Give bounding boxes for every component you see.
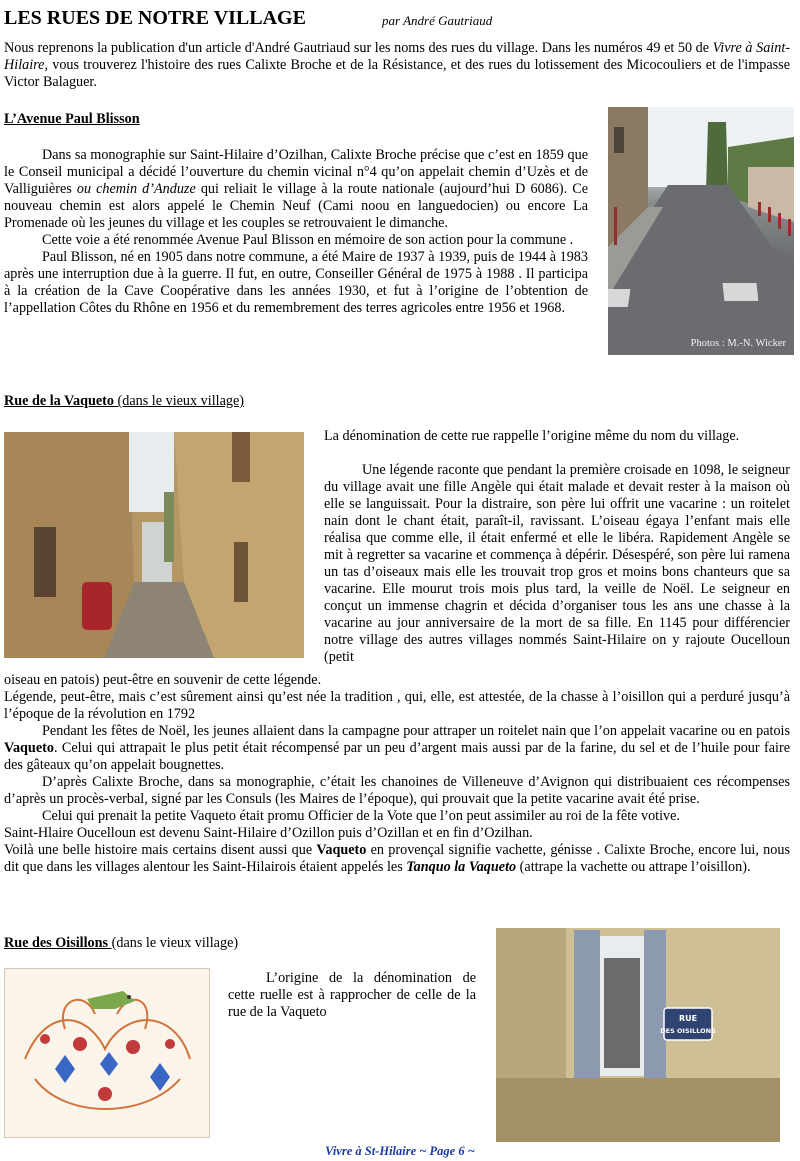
floral-bird-ornament — [4, 968, 210, 1138]
street-illustration — [608, 107, 794, 355]
photo-rue-oisillons — [496, 928, 780, 1142]
intro-text-2: vous trouverez l'histoire des rues Calixte Broche et de la Résistance, et des rues du lotissement des Micocouliers et de l'impasse Victor Balaguer. — [4, 57, 790, 90]
paragraph: Saint-Hlaire Oucelloun est devenu Saint-Hilaire d’Ozillon puis d’Ozillan et en fin d’Ozilhan. — [4, 825, 533, 841]
photo-rue-vaqueto — [4, 432, 304, 658]
street-sign-line2: DES OISILLONS — [660, 1027, 716, 1035]
bold-italic-text: Tanquo la Vaqueto — [406, 859, 517, 875]
paragraph: Cette voie a été renommée Avenue Paul Blisson en mémoire de son action pour la commune . — [42, 232, 574, 248]
text: en provençal signifie vachette, génisse . Calixte Broche, encore lui, nous dit que dans les villages alentour les Saint-Hilairois étaient appelés les — [4, 842, 790, 875]
paragraph: L’origine de la dénomination de cette ruelle est à rapprocher de celle de la rue de la Vaqueto — [228, 970, 476, 1020]
alley-illustration — [4, 432, 304, 658]
section-heading-oisillons — [4, 935, 238, 952]
paragraph: La dénomination de cette rue rappelle l’origine même du nom du village. — [324, 428, 740, 444]
author-byline: par André Gautriaud — [382, 13, 493, 28]
bold-text: Vaqueto — [316, 842, 367, 858]
page-footer: Vivre à St-Hilaire ~ Page 6 ~ — [325, 1144, 475, 1158]
section-body-vaqueto-full — [4, 672, 790, 876]
text: Pendant les fêtes de Noël, les jeunes allaient dans la campagne pour attraper un roitelet nain que l’on appelait vacarine ou en patois — [42, 723, 790, 739]
section-body-vaqueto-right — [324, 428, 790, 666]
text: . Celui qui attrapait le plus petit était récompensé par un peu d’argent mais aussi par de la farine, du sel et de l’huile pour faire des gâteaux qu’on appelait bougnettes. — [4, 740, 790, 773]
paragraph: Une légende raconte que pendant la première croisade en 1098, le seigneur du village avait une fille Angèle qui était malade et devait rester à la maison où elle se languissait. Pour la distraire, son père lui offrit une vacarine : un roitelet nain dont le chant était, paraît-il, ravissant. L’oiseau égaya l’enfant mais elle réalisa que comme elle, il était enfermé et elle le libéra. Rapidement Angèle se mit à regretter sa vacarine et commença à dépérir. Désespéré, son père lui ramena un tas d’oiseaux mais elle les trouvait trop gros et moins bons chanteurs que sa vacarine. Elle mourut trois mois plus tard, la veille de Noël. Le seigneur en conçut un immense chagrin et décida d’organiser tous les ans une chasse à la vacarine au jour anniversaire de la mort de sa fille. En 1145 pour différencier notre village des autres villages nommés Saint-Hilaire on y rajoute Oucelloun (petit — [324, 462, 790, 665]
paragraph: Légende, peut-être, mais c’est sûrement ainsi qu’est née la tradition , qui, elle, est attestée, de la chasse à l’oisillon qui a perduré jusqu’à l’époque de la révolution en 1792 — [4, 689, 790, 722]
heading-label: Rue des Oisillons — [4, 935, 112, 951]
heading-label: Rue de la Vaqueto — [4, 393, 114, 409]
photo-credit: Photos : M.-N. Wicker — [690, 338, 786, 349]
paragraph: oiseau en patois) peut-être en souvenir de cette légende. — [4, 672, 322, 688]
bold-text: Vaqueto — [4, 740, 54, 756]
section-heading-vaqueto — [4, 393, 244, 410]
paragraph — [4, 842, 790, 876]
street-sign-line1: RUE — [678, 1014, 698, 1023]
paragraph — [4, 723, 790, 774]
heading-suffix: (dans le vieux village) — [111, 935, 239, 951]
paragraph: Paul Blisson, né en 1905 dans notre commune, a été Maire de 1937 à 1939, puis de 1944 à 1983 après une interruption due à la guerre. Il fut, en outre, Conseiller Général de 1975 à 1988 . Il participa à la création de la Cave Coopérative dans les années 1930, et fut à l’origine de l’obtention de l’appellation Côtes du Rhône en 1956 et du remembrement des terres agricoles entre 1956 et 1968. — [4, 249, 588, 316]
heading-suffix: (dans le vieux village) — [113, 393, 244, 409]
journal-name: Vivre à Saint-Hilaire, — [4, 40, 790, 73]
intro-paragraph — [4, 40, 790, 91]
ornament-illustration — [5, 969, 209, 1137]
text: Dans sa monographie sur Saint-Hilaire d’Ozilhan, Calixte Broche précise que c’est en 1859 que le Conseil municipal a décidé l’ouverture du chemin vicinal n°4 qu’on appelait chemin d’Uzès et de Valliguières — [4, 147, 588, 197]
photo-avenue-street — [608, 107, 794, 355]
article-title: LES RUES DE NOTRE VILLAGE — [4, 7, 306, 29]
italic-text: ou chemin d’Anduze — [76, 181, 196, 197]
section-body-oisillons — [228, 970, 476, 1021]
section-body-paul-blisson — [4, 147, 588, 317]
intro-text-1: Nous reprenons la publication d'un article d'André Gautriaud sur les noms des rues du village. Dans les numéros 49 et 50 de — [4, 40, 713, 56]
paragraph — [4, 147, 588, 232]
text: Voilà une belle histoire mais certains disent aussi que — [4, 842, 317, 858]
paragraph: Celui qui prenait la petite Vaqueto était promu Officier de la Vote que l’on peut assimiler au roi de la fête votive. — [42, 808, 680, 824]
section-heading-paul-blisson: L’Avenue Paul Blisson — [4, 111, 140, 127]
text: (attrape la vachette ou attrape l’oisillon). — [516, 859, 751, 875]
paragraph: D’après Calixte Broche, dans sa monographie, c’était les chanoines de Villeneuve d’Avignon qui distribuaient ces récompenses d’après un procès-verbal, signé par les Consuls (les Maires de l’époque), qui prouvait que la petite vacarine avait été prise. — [4, 774, 790, 807]
text: qui reliait le village à la route nationale (aujourd’hui D 6086). Ce nouveau chemin est alors appelé le Chemin Neuf (Cami noou en languedocien) ou encore La Promenade où les jeunes du village et les couples se retrouvaient le dimanche. — [4, 181, 588, 231]
wall-illustration — [496, 928, 780, 1142]
